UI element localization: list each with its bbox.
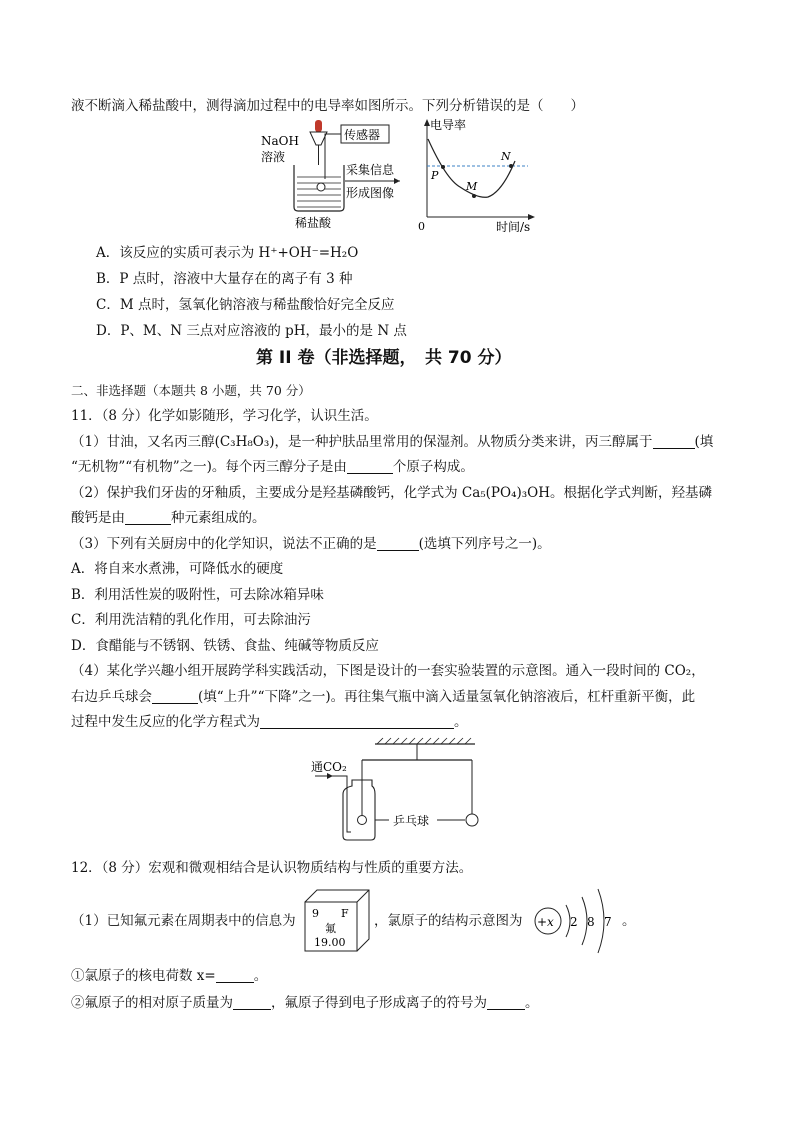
part2-heading: 二、非选择题（本题共 8 小题，共 70 分） (71, 383, 311, 398)
ping-pong-ball (466, 814, 478, 826)
collect-info-label: 采集信息 (346, 163, 395, 177)
shell-2-electrons: 8 (587, 915, 595, 929)
answer-blank[interactable] (377, 536, 419, 551)
point-n (509, 164, 513, 168)
q11-part2-line2: 酸钙是由 种元素组成的。 (71, 510, 266, 526)
q10-option-b: B．P 点时，溶液中大量存在的离子有 3 种 (96, 271, 353, 287)
answer-blank[interactable] (487, 995, 525, 1010)
answer-blank[interactable] (152, 689, 198, 704)
conductivity-axis-label: 电导率 (430, 118, 467, 132)
shell-1-electrons: 2 (570, 915, 578, 929)
q10-option-a: A．该反应的实质可表示为 H⁺+OH⁻=H₂O (96, 245, 359, 261)
fluorine-periodic-cell (302, 887, 372, 955)
point-p (441, 165, 445, 169)
nuclear-charge-label: +x (537, 915, 554, 929)
q11-part2-line1: （2）保护我们牙齿的牙釉质，主要成分是羟基磷酸钙，化学式为 Ca₅(PO₄)₃OH。根据化学式判断，羟基磷 (71, 485, 713, 501)
time-axis-label: 时间/s (496, 220, 531, 234)
acid-label: 稀盐酸 (295, 216, 332, 230)
form-image-label: 形成图像 (346, 186, 395, 200)
q11-part3-line: （3）下列有关厨房中的化学知识，说法不正确的是 (选填下列序号之一)。 (71, 536, 551, 552)
answer-blank[interactable] (125, 510, 171, 525)
q12-part1-text-a: （1）已知氟元素在周期表中的信息为 (71, 913, 296, 929)
ping-pong-ball-label: 乒乓球 (393, 814, 430, 828)
lever-apparatus-figure (305, 736, 505, 846)
point-m (472, 194, 476, 198)
q11-stem: 11．（8 分）化学如影随形，学习化学，认识生活。 (71, 408, 378, 424)
q11-option-b: B．利用活性炭的吸附性，可去除冰箱异味 (71, 587, 324, 603)
q12-sub1-line: ①氯原子的核电荷数 x= 。 (71, 968, 268, 984)
atomic-number: 9 (312, 907, 319, 920)
dropper-funnel (310, 132, 327, 145)
naoh-label: NaOH (261, 134, 299, 148)
origin-label: 0 (418, 220, 425, 233)
part2-title: 第 II 卷（非选择题， 共 70 分） (256, 348, 512, 368)
atomic-mass: 19.00 (314, 936, 346, 949)
q11-option-a: A．将自来水煮沸，可降低水的硬度 (71, 561, 284, 577)
co2-inlet-label: 通CO₂ (311, 760, 347, 774)
shell-3-electrons: 7 (604, 915, 612, 929)
element-name: 氟 (325, 922, 336, 935)
dropper-bulb (315, 120, 322, 132)
q11-part4-line2: 右边乒乓球会 (填“上升”“下降”之一)。再往集气瓶中滴入适量氢氧化钠溶液后，杠杆重新平衡，此 (71, 689, 696, 705)
point-p-label: P (431, 169, 439, 182)
answer-blank[interactable] (216, 968, 254, 983)
q10-stem: 液不断滴入稀盐酸中，测得滴加过程中的电导率如图所示。下列分析错误的是（ ） (71, 98, 584, 114)
point-m-label: M (466, 180, 478, 193)
chlorine-atom-structure-diagram (530, 885, 625, 957)
q11-part4-line1: （4）某化学兴趣小组开展跨学科实践活动，下图是设计的一套实验装置的示意图。通入一段时间的 CO₂， (71, 663, 705, 679)
q10-option-d: D．P、M、N 三点对应溶液的 pH，最小的是 N 点 (96, 323, 407, 339)
answer-blank[interactable] (233, 995, 271, 1010)
sensor-label: 传感器 (344, 128, 381, 142)
q11-option-d: D．食醋能与不锈钢、铁锈、食盐、纯碱等物质反应 (71, 638, 379, 654)
q11-part1-line1: （1）甘油，又名丙三醇(C₃H₈O₃)，是一种护肤品里常用的保湿剂。从物质分类来讲，丙三醇属于 (填 (71, 434, 714, 450)
gas-collection-bottle (343, 780, 375, 840)
point-n-label: N (501, 150, 511, 163)
answer-blank[interactable] (653, 434, 695, 449)
answer-blank[interactable] (347, 459, 393, 474)
q11-option-c: C．利用洗洁精的乳化作用，可去除油污 (71, 612, 311, 628)
q12-part1-text-b: ，氯原子的结构示意图为 (374, 913, 523, 929)
conductivity-experiment-figure (250, 117, 540, 237)
answer-blank[interactable] (260, 714, 454, 729)
q12-sub2-line: ②氟原子的相对原子质量为 ，氟原子得到电子形成离子的符号为 。 (71, 995, 539, 1011)
q12-part1-text-c: 。 (622, 913, 636, 929)
q11-part1-line2: “无机物”“有机物”之一)。每个丙三醇分子是由 个原子构成。 (71, 459, 474, 475)
element-symbol: F (341, 907, 349, 920)
q10-option-c: C．M 点时，氢氧化钠溶液与稀盐酸恰好完全反应 (96, 297, 395, 313)
q11-part4-line3: 过程中发生反应的化学方程式为 。 (71, 714, 468, 730)
naoh-solution-label: 溶液 (261, 150, 286, 164)
q12-stem: 12．（8 分）宏观和微观相结合是认识物质结构与性质的重要方法。 (71, 860, 473, 876)
